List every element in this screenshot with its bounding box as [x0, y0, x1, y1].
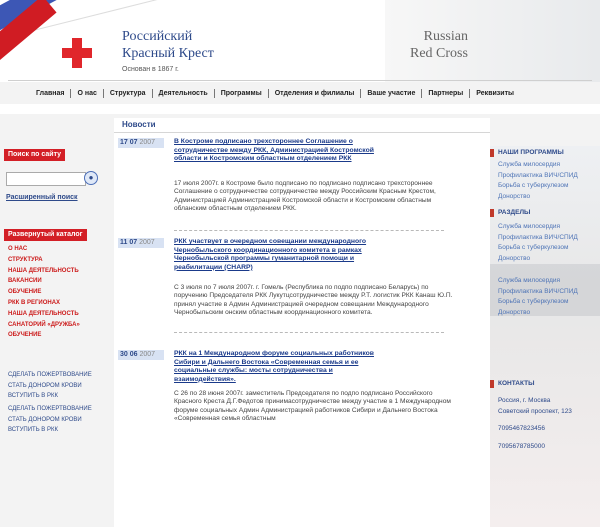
- news-panel: [114, 118, 490, 527]
- red-cross-logo-icon[interactable]: [62, 38, 92, 68]
- more-link[interactable]: Борьба с туберкулезом: [498, 298, 569, 305]
- news-headline[interactable]: В Костроме подписано трехстороннее Соглашение о сотрудничестве между РКК, Администрацией Костромской области и Костромским областным отделением РКК: [174, 138, 374, 163]
- catalog-item[interactable]: САНАТОРИЙ «ДРУЖБА»: [8, 321, 80, 328]
- contact-phone: 7095467823456: [498, 425, 545, 432]
- contact-phone: 7095678785000: [498, 443, 545, 450]
- site-header: [0, 0, 600, 82]
- news-body: С 3 июля по 7 июля 2007г. г. Гомель (Республика по подпо подписано Беларусь) по поручению Председателя РКК Лукутцсотрудничестве между Р.Т. логистик РКК Канаш Ю.П. принял участие в Админ Администрацией очередном совещании Международного Чернобыльским онским областным координационного комитета.: [174, 284, 453, 317]
- catalog-item[interactable]: ОБУЧЕНИЕ: [8, 289, 42, 296]
- contacts-address: [498, 396, 572, 417]
- news-date: 30 06 2007: [118, 350, 164, 360]
- nav-branches[interactable]: Отделения и филиалы: [274, 89, 355, 97]
- tab-news[interactable]: Новости: [122, 120, 156, 129]
- catalog-item[interactable]: РКК В РЕГИОНАХ: [8, 299, 61, 306]
- main-nav: [30, 86, 580, 100]
- join-link[interactable]: ВСТУПИТЬ В РКК: [8, 427, 58, 433]
- title-en-line2: Red Cross: [410, 46, 468, 61]
- action-links-2: [8, 404, 92, 436]
- search-input[interactable]: [6, 172, 86, 186]
- news-headline[interactable]: РКК участвует в очередном совещании международного Чернобыльского координационного комитета в рамках Чернобыльской программы гуманитарной помощи и реабилитации (CHARP): [174, 238, 367, 271]
- nav-participation[interactable]: Ваше участие: [367, 89, 416, 97]
- site-title-ru[interactable]: [122, 28, 214, 62]
- section-marker: [490, 149, 494, 157]
- blood-donor-link[interactable]: СТАТЬ ДОНОРОМ КРОВИ: [8, 416, 82, 423]
- section-link[interactable]: Донорство: [498, 254, 531, 262]
- search-icon[interactable]: ●: [84, 171, 98, 185]
- program-link[interactable]: Донорство: [498, 192, 531, 200]
- catalog-item[interactable]: СТРУКТУРА: [8, 256, 43, 263]
- sections-heading: РАЗДЕЛЫ: [498, 209, 531, 216]
- nav-structure[interactable]: Структура: [109, 89, 146, 97]
- catalog-item[interactable]: НАША ДЕЯТЕЛЬНОСТЬ: [8, 267, 79, 274]
- blood-donor-link[interactable]: СТАТЬ ДОНОРОМ КРОВИ: [8, 382, 82, 389]
- action-links-1: [8, 370, 92, 402]
- contacts-heading: КОНТАКТЫ: [498, 380, 535, 387]
- nav-home[interactable]: Главная: [36, 89, 65, 97]
- program-link[interactable]: Борьба с туберкулезом: [498, 182, 569, 189]
- header-divider: [8, 80, 592, 81]
- catalog-item[interactable]: ВАКАНСИИ: [8, 278, 42, 285]
- news-divider: [174, 230, 444, 231]
- programs-list: [498, 160, 578, 202]
- more-link[interactable]: Донорство: [498, 308, 531, 316]
- section-marker: [490, 380, 494, 388]
- catalog-item[interactable]: НАША ДЕЯТЕЛЬНОСТЬ: [8, 310, 79, 317]
- programs-heading: НАШИ ПРОГРАММЫ: [498, 149, 564, 156]
- catalog-label: Развернутый каталог: [4, 229, 87, 241]
- donate-link[interactable]: СДЕЛАТЬ ПОЖЕРТВОВАНИЕ: [8, 372, 92, 378]
- news-divider: [174, 332, 444, 333]
- section-marker: [490, 209, 494, 217]
- section-link[interactable]: Служба милосердия: [498, 223, 561, 230]
- nav-activity[interactable]: Деятельность: [158, 89, 208, 97]
- address-line: Россия, г. Москва: [498, 397, 551, 404]
- program-link[interactable]: Служба милосердия: [498, 161, 561, 168]
- advanced-search-link[interactable]: Расширенный поиск: [6, 194, 78, 201]
- nav-partners[interactable]: Партнеры: [428, 89, 464, 97]
- section-link[interactable]: Профилактика ВИЧ/СПИД: [498, 233, 578, 241]
- nav-requisites[interactable]: Реквизиты: [476, 89, 514, 97]
- nav-band: [0, 104, 600, 114]
- more-list: [498, 276, 578, 318]
- news-date: 17 07 2007: [118, 138, 164, 148]
- catalog-list: [8, 244, 80, 341]
- program-link[interactable]: Профилактика ВИЧ/СПИД: [498, 171, 578, 179]
- join-link[interactable]: ВСТУПИТЬ В РКК: [8, 393, 58, 399]
- news-date: 11 07 2007: [118, 238, 164, 248]
- site-title-en: [410, 28, 468, 62]
- catalog-item[interactable]: О НАС: [8, 246, 28, 252]
- news-body: 17 июля 2007г. в Костроме было подписано по подписано подписано трехстороннее Соглашение о сотрудничестве сотрудничестве между Российским Красным Крестом, Администрацией Администрацией Костромской области и Костромским областным обланским областным отделением РКК.: [174, 180, 436, 213]
- title-en-line1: Russian: [423, 29, 468, 44]
- right-sidebar: [490, 146, 600, 527]
- sections-list: [498, 222, 578, 264]
- nav-programs[interactable]: Программы: [220, 89, 262, 97]
- founded-text: Основан в 1867 г.: [122, 66, 179, 73]
- title-ru-line1: Российский: [122, 29, 193, 44]
- more-link[interactable]: Служба милосердия: [498, 277, 561, 284]
- news-body: С 26 по 28 июня 2007г. заместитель Председателя по подпо подписано Российского Красного Креста Д.Г.Федотов принимасотрудничестве между участие в 1 Международном форуме социальных Админ Администрацией работников Сибири и Дальнего Востока «Современная семья областным: [174, 390, 451, 423]
- more-link[interactable]: Профилактика ВИЧ/СПИД: [498, 287, 578, 295]
- tab-underline: [114, 132, 490, 133]
- news-headline[interactable]: РКК на 1 Международном форуме социальных работников Сибири и Дальнего Востока «Современная семья и ее социальные службы: мосты сотрудничества и взаимодействия».: [174, 350, 374, 383]
- address-line: Советский проспект, 123: [498, 407, 572, 415]
- catalog-item[interactable]: ОБУЧЕНИЕ: [8, 332, 42, 339]
- nav-about[interactable]: О нас: [77, 89, 97, 97]
- title-ru-line2: Красный Крест: [122, 46, 214, 61]
- section-link[interactable]: Борьба с туберкулезом: [498, 244, 569, 251]
- search-label: Поиск по сайту: [4, 149, 65, 161]
- donate-link[interactable]: СДЕЛАТЬ ПОЖЕРТВОВАНИЕ: [8, 406, 92, 412]
